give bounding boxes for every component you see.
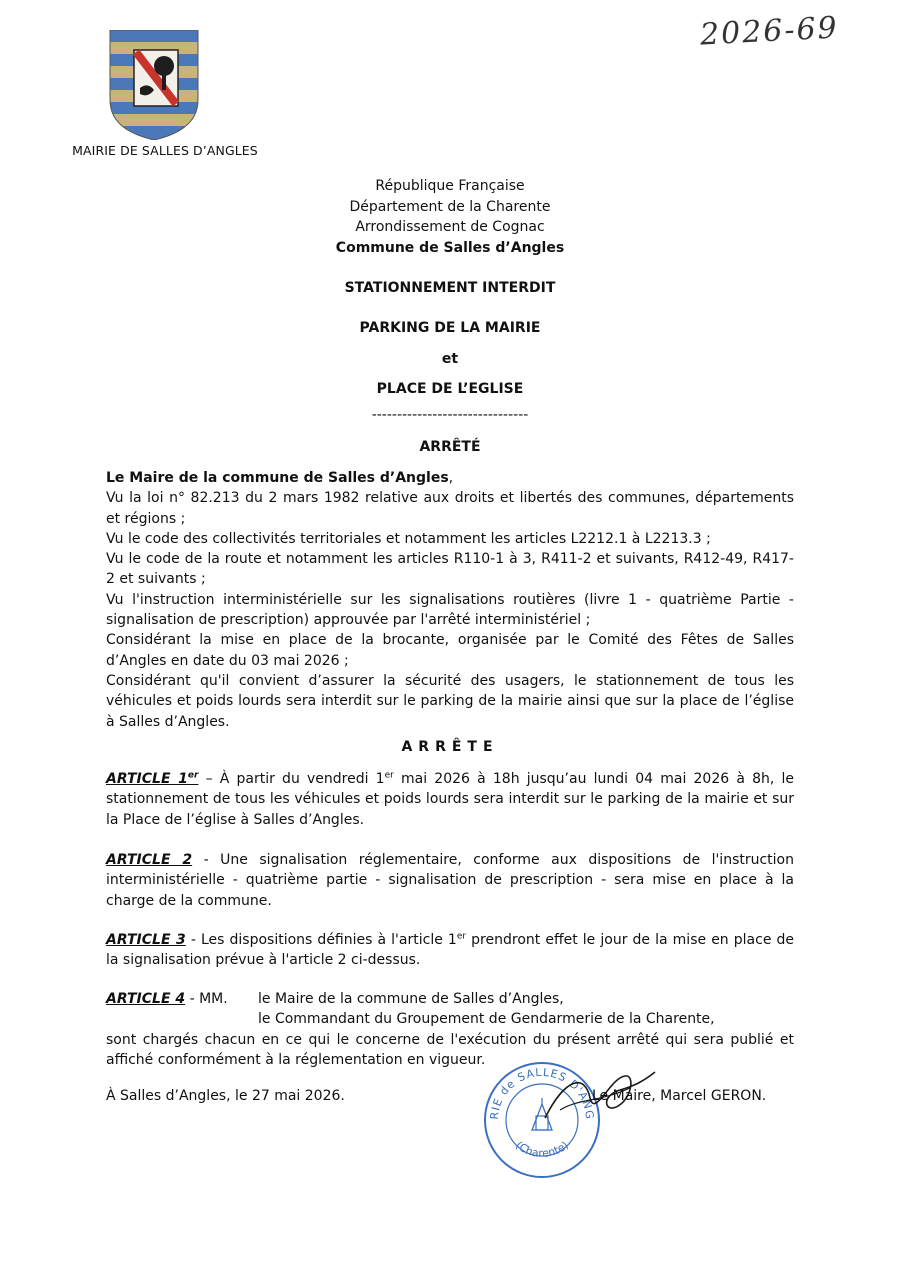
article-1-text-a: – À partir du vendredi 1 xyxy=(198,771,385,787)
visa-code-collectivites: Vu le code des collectivités territoriales et notamment les articles L2212.1 à L2213.3 ; xyxy=(106,530,711,547)
article-3-text-b: prendront effet le jour de la mise en place de la signalisation prévue à l'article 2 ci-dessus. xyxy=(106,932,795,969)
visa-law: Vu la loi n° 82.213 du 2 mars 1982 relative aux droits et libertés des communes, départements et régions ; xyxy=(106,490,794,527)
place-parking: PARKING DE LA MAIRIE xyxy=(359,320,541,336)
article-3-text-a: - Les dispositions définies à l'article 1 xyxy=(185,932,457,948)
considerant-brocante: Considérant la mise en place de la brocante, organisée par le Comité des Fêtes de Salles d’Angles en date du 03 mai 2026 ; xyxy=(106,632,794,669)
visa-instruction: Vu l'instruction interministérielle sur les signalisations routières (livre 1 - quatrième Partie - signalisation de prescription) approuvée par l'arrêté interministériel ; xyxy=(106,591,794,629)
republic-line: République Française xyxy=(375,178,525,194)
arrondissement-line: Arrondissement de Cognac xyxy=(355,219,545,235)
article-1-sup2: er xyxy=(384,770,394,781)
article-1-sup: er xyxy=(187,770,199,781)
stamp-bottom-text: (Charente) xyxy=(512,1138,572,1161)
article-1-text-b: mai 2026 à 18h jusqu’au lundi 04 mai 2026 à 8h, le stationnement de tous les véhicules et poids lourds sera interdit sur le parking de la mairie et sur la Place de l’église à Salles d’Angles. xyxy=(106,771,794,828)
article-1-label: ARTICLE 1 xyxy=(106,771,188,787)
article-4-label: ARTICLE 4 xyxy=(106,991,186,1007)
article-4-person2: le Commandant du Groupement de Gendarmerie de la Charente, xyxy=(258,1011,715,1028)
article-1 xyxy=(106,769,794,830)
stamp-top-text: RIE de SALLES D'ANG xyxy=(487,1065,597,1121)
subject-title: STATIONNEMENT INTERDIT xyxy=(344,280,556,296)
place-church: PLACE DE L’EGLISE xyxy=(376,381,524,397)
signatory: Le Maire, Marcel GERON. xyxy=(592,1088,767,1104)
department-line: Département de la Charente xyxy=(349,199,551,215)
article-3-label: ARTICLE 3 xyxy=(106,932,186,948)
article-4-prefix: - MM. xyxy=(185,991,228,1007)
svg-text:(Charente) xyxy=(513,1139,571,1160)
preamble-intro-punct: , xyxy=(448,470,454,486)
municipality-label: MAIRIE DE SALLES D’ANGLES xyxy=(72,143,258,158)
separator-line: ------------------------------- xyxy=(371,407,529,423)
visa-code-route: Vu le code de la route et notamment les articles R110-1 à 3, R411-2 et suivants, R412-49, R417- 2 et suivants ; xyxy=(106,551,794,588)
decision-heading: ARRÊTE xyxy=(401,739,499,755)
place-date: À Salles d’Angles, le 27 mai 2026. xyxy=(106,1088,345,1104)
preamble-intro: Le Maire de la commune de Salles d’Angles xyxy=(106,470,449,486)
commune-line: Commune de Salles d’Angles xyxy=(335,240,565,256)
article-2 xyxy=(106,850,794,911)
article-2-label: ARTICLE 2 xyxy=(106,852,193,868)
article-4-text: sont chargés chacun en ce qui le concerne de l'exécution du présent arrêté qui sera publié et affiché conformément à la réglementation en vigueur. xyxy=(106,1031,794,1068)
preamble xyxy=(106,468,794,732)
article-3 xyxy=(106,930,794,971)
arrete-heading: ARRÊTÉ xyxy=(419,439,481,455)
considerant-securite: Considérant qu'il convient d’assurer la sécurité des usagers, le stationnement de tous les véhicules et poids lourds sera interdit sur le parking de la mairie ainsi que sur la place de l’église à Salles d’Angles. xyxy=(106,672,794,730)
article-3-sup: er xyxy=(456,931,467,942)
conjunction: et xyxy=(441,351,459,367)
reference-number: 2026-69 xyxy=(699,10,840,53)
coat-of-arms xyxy=(108,30,200,140)
article-4-person1: le Maire de la commune de Salles d’Angles, xyxy=(258,991,564,1007)
article-4 xyxy=(106,989,794,1070)
article-2-text: - Une signalisation réglementaire, conforme aux dispositions de l'instruction interministérielle - quatrième partie - signalisation de prescription - sera mise en place à la charge de la commune. xyxy=(106,852,795,909)
